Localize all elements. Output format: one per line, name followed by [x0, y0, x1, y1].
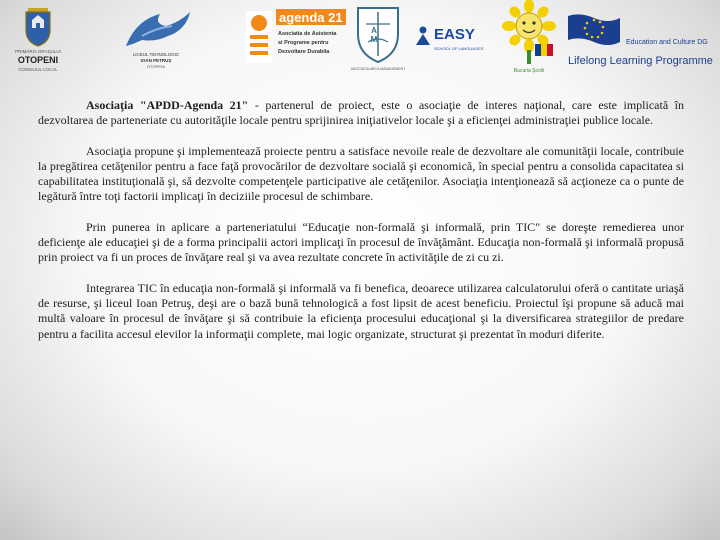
eu-flag-icon	[566, 12, 622, 48]
agenda21-symbol-icon	[244, 9, 274, 65]
otopeni-coat-of-arms-icon	[6, 4, 70, 48]
paragraph-activities-text: Asociaţia propune şi implementează proiecte pentru a satisface nevoile reale de dezvoltare ale comunităţii locale, contribuie la pregătirea cetăţenilor pentru a face faţă provocărilor de dezvoltare socială şi economică, în special pentru a consolida capacitatea si capabilitatea instituţională şi, să dezvolte competenţele participative ale cetăţenilor. Asociaţia intenţionează să acţioneze ca o punte de legătură între toţi factorii implicaţi în deciziile procesul de schimbare.	[38, 143, 684, 204]
eu-line2: Lifelong Learning Programme	[568, 55, 713, 67]
otopeni-line1: PRIMĂRIA ORAȘULUI	[15, 49, 61, 54]
paragraph-intro-text: - partenerul de proiect, este o asociaţie de interes naţional, care este implicată în dezvoltarea de parteneriate cu autorităţile locale pentru sprijinirea iniţiativelor locale şi a eficienţei administraţiei publice locale.	[38, 98, 684, 128]
liceul-line1: LICEUL TEHNOLOGIC	[132, 52, 180, 57]
paragraph-ict	[38, 281, 684, 342]
aam-letters: A M	[370, 26, 386, 44]
agenda21-line2: si Programe pentru	[278, 40, 329, 46]
agenda21-logo	[244, 7, 348, 69]
paragraph-partnership-text: Prin punerea in aplicare a parteneriatului “Educaţie non-formală şi informală, prin TIC" se doreşte remedierea unor deficienţe ale educaţiei şi de a forma principalii actori implicaţi în procesul de învăţământ. Educaţia non-formală şi informală propusă prin proiect va fi un proces de învăţare real şi va avea rezultate concrete în activităţile de zi cu zi.	[38, 219, 684, 265]
paragraph-intro	[38, 98, 684, 129]
agenda21-line3: Dezvoltare Durabila	[278, 49, 330, 55]
aam-caption: ASOCIATIA ARCA MANAGEMENT	[350, 67, 406, 71]
liceul-line3: OTOPENI	[147, 64, 165, 69]
easy-title: EASY	[434, 26, 475, 43]
otopeni-line2: OTOPENI	[17, 55, 59, 65]
sunflower-caption: Bucuria Școlii	[513, 68, 545, 74]
liceul-line2: IOAN PETRUȘ	[140, 58, 172, 63]
eu-llp-logo	[566, 10, 720, 70]
agenda21-title-box	[276, 9, 346, 25]
agenda21-line1: Asociatia de Asistenta	[278, 31, 337, 37]
agenda21-title: agenda 21	[279, 10, 343, 25]
logo-bar	[0, 0, 720, 82]
aam-logo	[352, 4, 404, 76]
sunflower-icon	[500, 0, 558, 68]
otopeni-line3: CONSILIUL LOCAL	[18, 67, 58, 72]
sunflower-logo	[500, 0, 558, 80]
paragraph-partnership	[38, 220, 684, 266]
dove-icon	[106, 6, 206, 52]
easy-logo	[414, 26, 494, 60]
otopeni-logo	[6, 4, 70, 74]
liceul-logo	[106, 6, 206, 70]
paragraph-intro-bold: Asociaţia "APDD-Agenda 21"	[86, 98, 249, 112]
paragraph-activities	[38, 144, 684, 205]
document-body	[38, 98, 684, 357]
easy-figure-icon	[414, 26, 432, 46]
paragraph-ict-text: Integrarea TIC în educaţia non-formală şi informală va fi benefica, deoarece utilizarea calculatorului oferă o cantitate uriaşă de resurse, şi liceul Ioan Petruş, deşi are o bază bună tehnologică a fost lipsit de acest beneficiu. Proiectul îşi propune să aducă mai multă valoare în procesul de învăţare şi să contribuie la eficienţa procesului educaţional şi la diversificarea strategiilor de predare pentru a facilita accesul elevilor la informaţii complete, mai logic organizate, structurat şi prezentat în moduri diferite.	[38, 280, 684, 341]
eu-line1: Education and Culture DG	[626, 39, 708, 46]
easy-caption: SCHOOL OF LANGUAGES	[434, 46, 484, 51]
